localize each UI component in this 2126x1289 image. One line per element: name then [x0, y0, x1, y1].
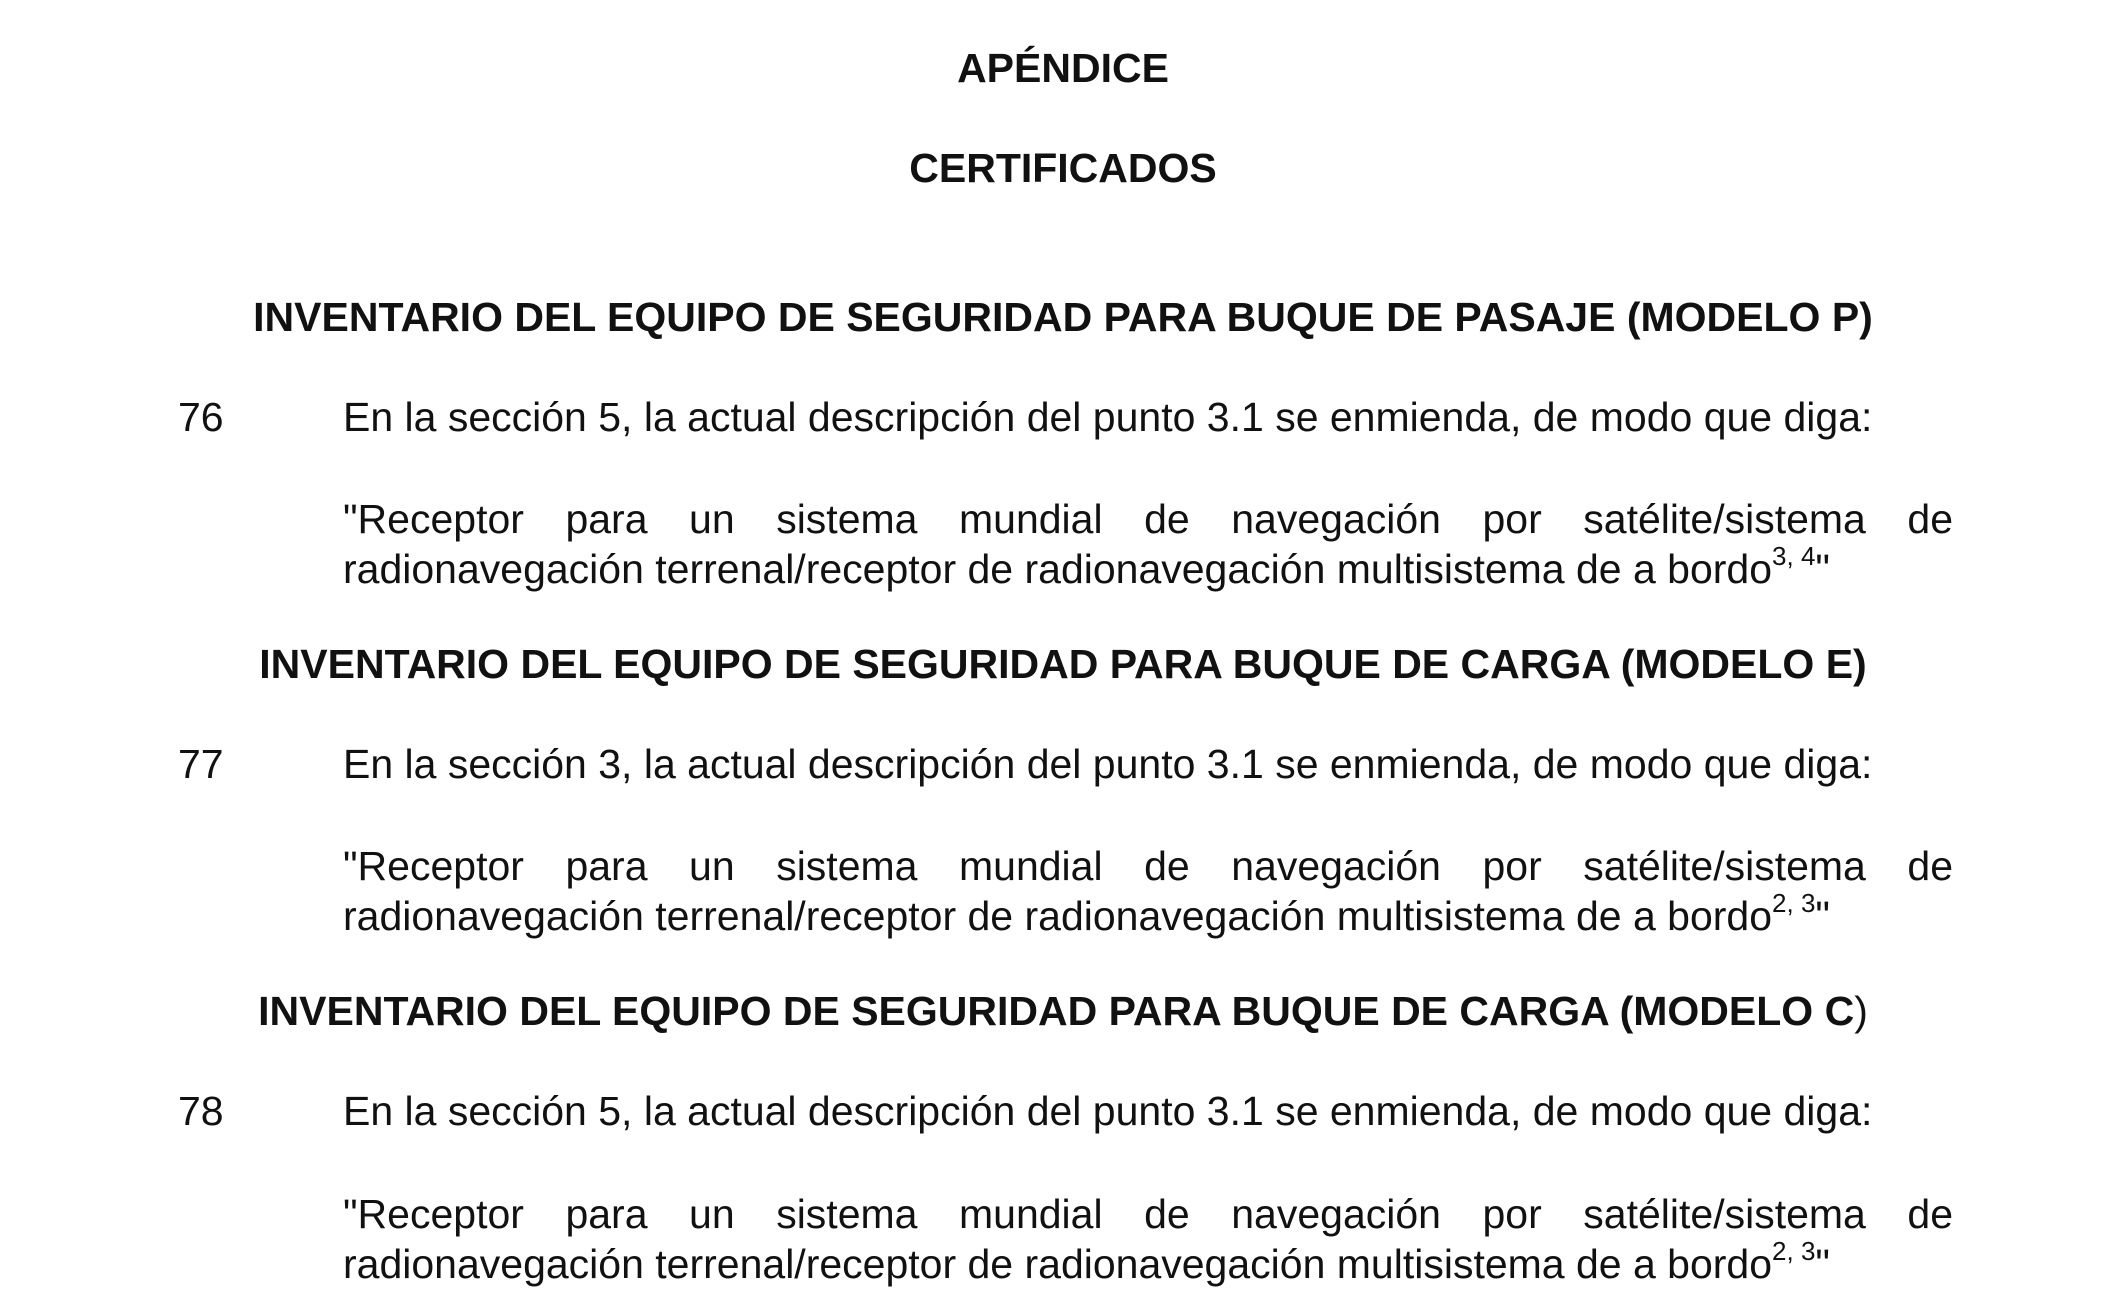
section-heading-model-c — [0, 986, 2126, 1036]
closing-quote: " — [1815, 893, 1830, 939]
heading-closing-parenthesis: ) — [1854, 988, 1868, 1034]
closing-quote: " — [1815, 1241, 1830, 1287]
quoted-item-text — [343, 841, 1953, 941]
section-heading-text: INVENTARIO DEL EQUIPO DE SEGURIDAD PARA BUQUE DE CARGA (MODELO C — [258, 988, 1855, 1034]
amendment-text: En la sección 3, la actual descripción del punto 3.1 se enmienda, de modo que diga: — [343, 741, 1873, 787]
quote-body: "Receptor para un sistema mundial de navegación por satélite/sistema de radionavegación terrenal/receptor de radionavegación multisistema de a bordo — [343, 496, 1953, 592]
amendment-text: En la sección 5, la actual descripción del punto 3.1 se enmienda, de modo que diga: — [343, 394, 1873, 440]
quoted-item-text — [343, 1189, 1953, 1289]
footnote-reference: 2, 3 — [1772, 888, 1816, 918]
paragraph-number: 76 — [178, 394, 224, 440]
quote-body: "Receptor para un sistema mundial de navegación por satélite/sistema de radionavegación terrenal/receptor de radionavegación multisistema de a bordo — [343, 1191, 1953, 1287]
quote-body: "Receptor para un sistema mundial de navegación por satélite/sistema de radionavegación terrenal/receptor de radionavegación multisistema de a bordo — [343, 843, 1953, 939]
section-heading-model-p: INVENTARIO DEL EQUIPO DE SEGURIDAD PARA BUQUE DE PASAJE (MODELO P) — [253, 294, 1873, 340]
footnote-reference: 2, 3 — [1772, 1236, 1816, 1266]
closing-quote: " — [1815, 546, 1830, 592]
section-heading-model-e: INVENTARIO DEL EQUIPO DE SEGURIDAD PARA BUQUE DE CARGA (MODELO E) — [259, 641, 1867, 687]
amendment-text: En la sección 5, la actual descripción del punto 3.1 se enmienda, de modo que diga: — [343, 1088, 1873, 1134]
quoted-item-text — [343, 494, 1953, 594]
paragraph-number: 77 — [178, 741, 224, 787]
appendix-title: APÉNDICE — [957, 45, 1169, 91]
paragraph-number: 78 — [178, 1088, 224, 1134]
footnote-reference: 3, 4 — [1772, 541, 1816, 571]
certificates-title: CERTIFICADOS — [909, 145, 1217, 191]
